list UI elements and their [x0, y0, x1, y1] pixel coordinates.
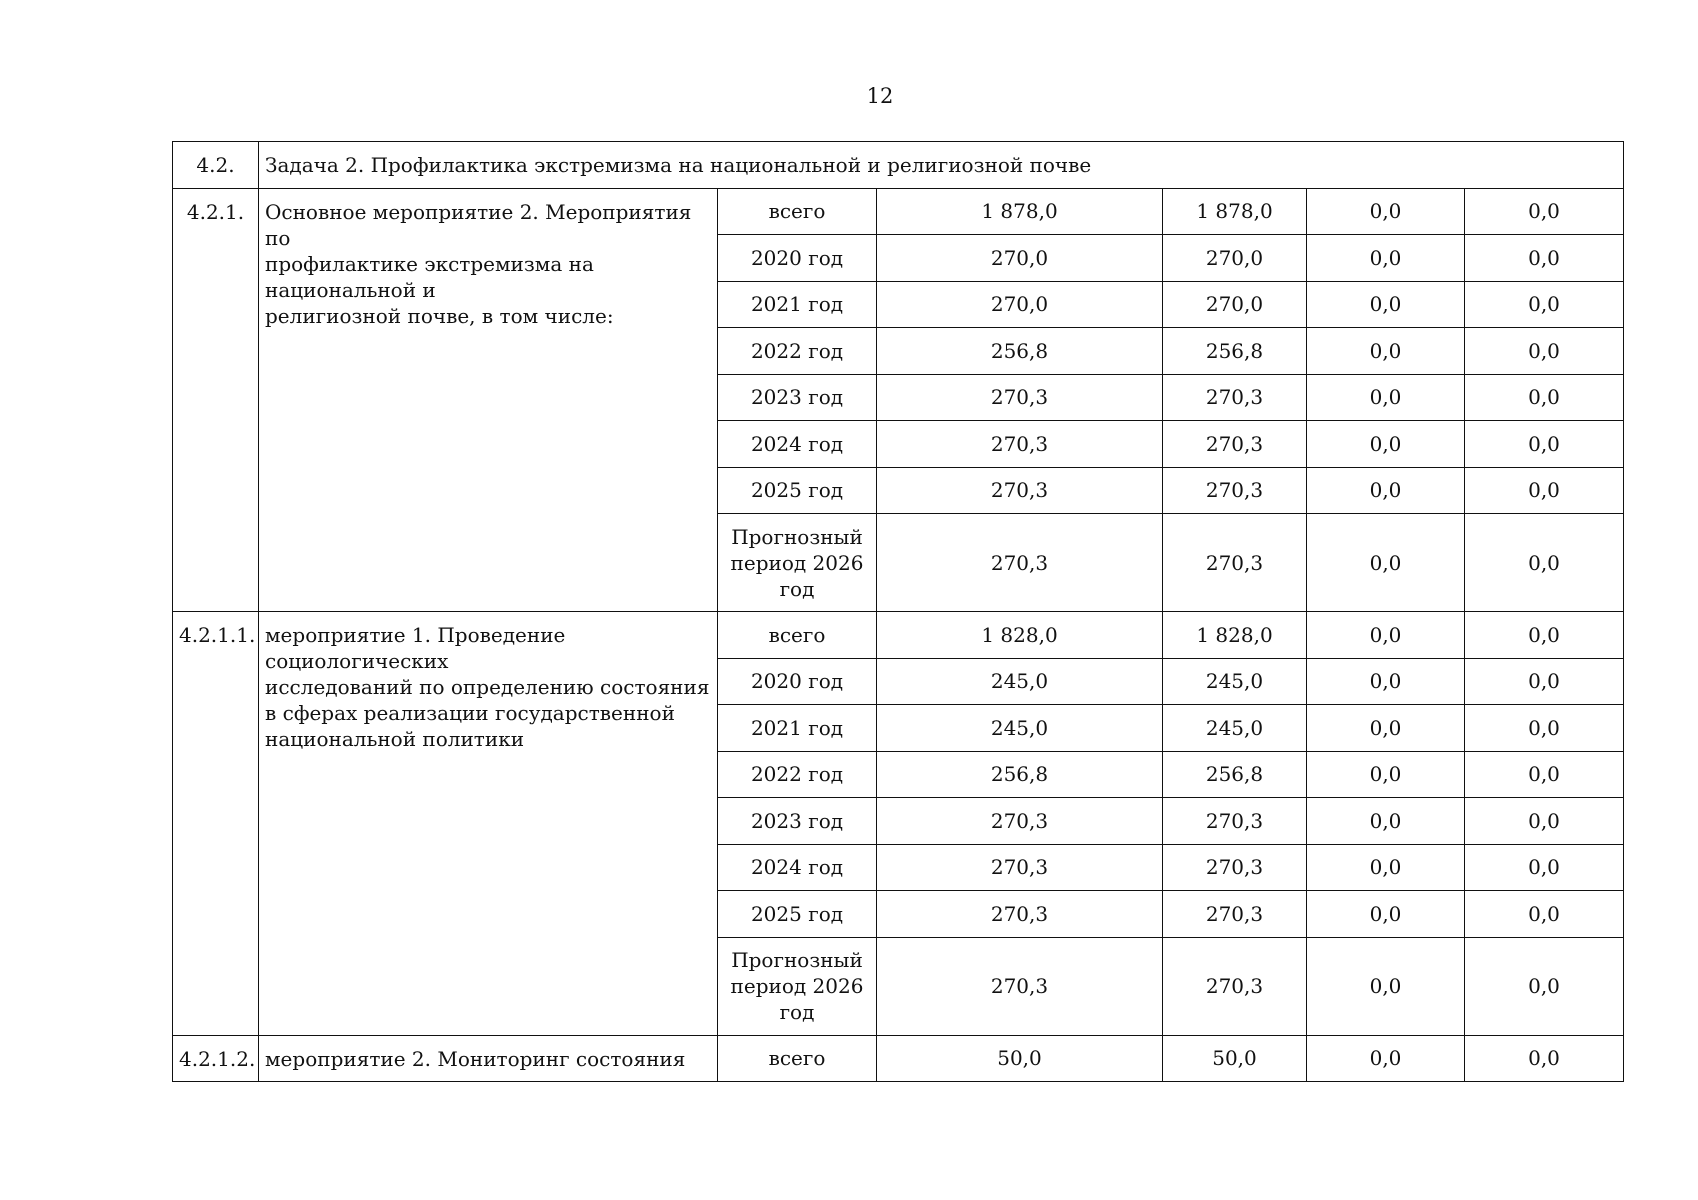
- value-cell: 0,0: [1307, 751, 1465, 798]
- value-cell: 0,0: [1307, 705, 1465, 752]
- value-cell: 245,0: [877, 658, 1163, 705]
- value-cell: 0,0: [1307, 514, 1465, 612]
- period-cell: всего: [718, 612, 877, 659]
- value-cell: 256,8: [877, 751, 1163, 798]
- period-cell: 2025 год: [718, 467, 877, 514]
- table-row: [173, 188, 1624, 235]
- period-cell: всего: [718, 188, 877, 235]
- value-cell: 0,0: [1307, 937, 1465, 1035]
- value-cell: 0,0: [1307, 235, 1465, 282]
- activity-description: [259, 1035, 718, 1082]
- activity-number: 4.2.1.2.: [173, 1035, 259, 1082]
- value-cell: 0,0: [1465, 467, 1624, 514]
- period-cell: [718, 514, 877, 612]
- activity-number: 4.2.1.: [173, 188, 259, 612]
- table-row: [173, 1035, 1624, 1082]
- value-cell: 270,0: [1163, 235, 1307, 282]
- period-cell: 2024 год: [718, 421, 877, 468]
- value-cell: 270,3: [1163, 891, 1307, 938]
- period-cell: [718, 937, 877, 1035]
- activity-number: 4.2.1.1.: [173, 612, 259, 1036]
- value-cell: 50,0: [1163, 1035, 1307, 1082]
- value-cell: 0,0: [1465, 235, 1624, 282]
- task-title: Задача 2. Профилактика экстремизма на национальной и религиозной почве: [259, 142, 1624, 189]
- description-line: Основное мероприятие 2. Мероприятия по: [265, 199, 692, 250]
- value-cell: 0,0: [1465, 514, 1624, 612]
- value-cell: 270,3: [1163, 937, 1307, 1035]
- value-cell: 245,0: [877, 705, 1163, 752]
- period-cell: всего: [718, 1035, 877, 1082]
- description-line: профилактике экстремизма на национальной и: [265, 251, 594, 302]
- value-cell: 270,3: [1163, 374, 1307, 421]
- value-cell: 256,8: [877, 328, 1163, 375]
- period-cell: 2023 год: [718, 798, 877, 845]
- description-line: национальной политики: [265, 727, 525, 751]
- budget-table: [172, 141, 1624, 1082]
- value-cell: 0,0: [1465, 705, 1624, 752]
- value-cell: 0,0: [1465, 421, 1624, 468]
- value-cell: 0,0: [1307, 281, 1465, 328]
- period-cell: 2021 год: [718, 705, 877, 752]
- value-cell: 270,3: [1163, 798, 1307, 845]
- value-cell: 256,8: [1163, 328, 1307, 375]
- table-row: [173, 612, 1624, 659]
- page-number: 12: [866, 84, 894, 108]
- value-cell: 0,0: [1307, 658, 1465, 705]
- period-cell: 2022 год: [718, 751, 877, 798]
- value-cell: 0,0: [1465, 937, 1624, 1035]
- value-cell: 1 828,0: [1163, 612, 1307, 659]
- value-cell: 0,0: [1307, 1035, 1465, 1082]
- period-cell: 2025 год: [718, 891, 877, 938]
- value-cell: 245,0: [1163, 658, 1307, 705]
- value-cell: 0,0: [1465, 891, 1624, 938]
- activity-description: [259, 612, 718, 1036]
- task-number: 4.2.: [173, 142, 259, 189]
- task-row: [173, 142, 1624, 189]
- value-cell: 270,3: [1163, 514, 1307, 612]
- value-cell: 0,0: [1465, 188, 1624, 235]
- value-cell: 0,0: [1465, 658, 1624, 705]
- value-cell: 0,0: [1307, 467, 1465, 514]
- value-cell: 0,0: [1465, 844, 1624, 891]
- period-line: год: [779, 1000, 815, 1024]
- value-cell: 270,0: [877, 281, 1163, 328]
- value-cell: 0,0: [1307, 612, 1465, 659]
- value-cell: 270,3: [877, 798, 1163, 845]
- period-line: Прогнозный: [731, 948, 863, 972]
- value-cell: 270,3: [877, 937, 1163, 1035]
- period-cell: 2020 год: [718, 658, 877, 705]
- value-cell: 270,3: [1163, 844, 1307, 891]
- value-cell: 270,3: [877, 467, 1163, 514]
- period-cell: 2020 год: [718, 235, 877, 282]
- value-cell: 270,3: [877, 421, 1163, 468]
- value-cell: 50,0: [877, 1035, 1163, 1082]
- value-cell: 270,0: [1163, 281, 1307, 328]
- period-line: период 2026: [730, 550, 864, 575]
- period-line: период 2026: [730, 974, 864, 998]
- value-cell: 270,3: [1163, 467, 1307, 514]
- value-cell: 0,0: [1307, 421, 1465, 468]
- value-cell: 270,3: [1163, 421, 1307, 468]
- description-line: религиозной почве, в том числе:: [265, 303, 614, 328]
- value-cell: 0,0: [1307, 798, 1465, 845]
- description-line: исследований по определению состояния: [265, 675, 710, 699]
- value-cell: 0,0: [1307, 374, 1465, 421]
- value-cell: 1 828,0: [877, 612, 1163, 659]
- value-cell: 0,0: [1465, 612, 1624, 659]
- value-cell: 0,0: [1307, 891, 1465, 938]
- value-cell: 270,0: [877, 235, 1163, 282]
- description-line: в сферах реализации государственной: [265, 701, 675, 725]
- value-cell: 270,3: [877, 844, 1163, 891]
- activity-description: [259, 188, 718, 612]
- period-cell: 2021 год: [718, 281, 877, 328]
- value-cell: 0,0: [1307, 188, 1465, 235]
- description-line: мероприятие 2. Мониторинг состояния: [265, 1046, 686, 1071]
- value-cell: 0,0: [1307, 844, 1465, 891]
- value-cell: 270,3: [877, 891, 1163, 938]
- value-cell: 0,0: [1465, 374, 1624, 421]
- value-cell: 0,0: [1465, 281, 1624, 328]
- value-cell: 0,0: [1307, 328, 1465, 375]
- period-line: год: [779, 576, 815, 601]
- value-cell: 0,0: [1465, 751, 1624, 798]
- value-cell: 1 878,0: [877, 188, 1163, 235]
- period-cell: 2024 год: [718, 844, 877, 891]
- value-cell: 256,8: [1163, 751, 1307, 798]
- period-cell: 2023 год: [718, 374, 877, 421]
- value-cell: 270,3: [877, 374, 1163, 421]
- value-cell: 1 878,0: [1163, 188, 1307, 235]
- value-cell: 0,0: [1465, 1035, 1624, 1082]
- value-cell: 0,0: [1465, 328, 1624, 375]
- period-cell: 2022 год: [718, 328, 877, 375]
- value-cell: 0,0: [1465, 798, 1624, 845]
- value-cell: 245,0: [1163, 705, 1307, 752]
- description-line: мероприятие 1. Проведение социологических: [265, 623, 566, 673]
- period-line: Прогнозный: [731, 524, 863, 549]
- value-cell: 270,3: [877, 514, 1163, 612]
